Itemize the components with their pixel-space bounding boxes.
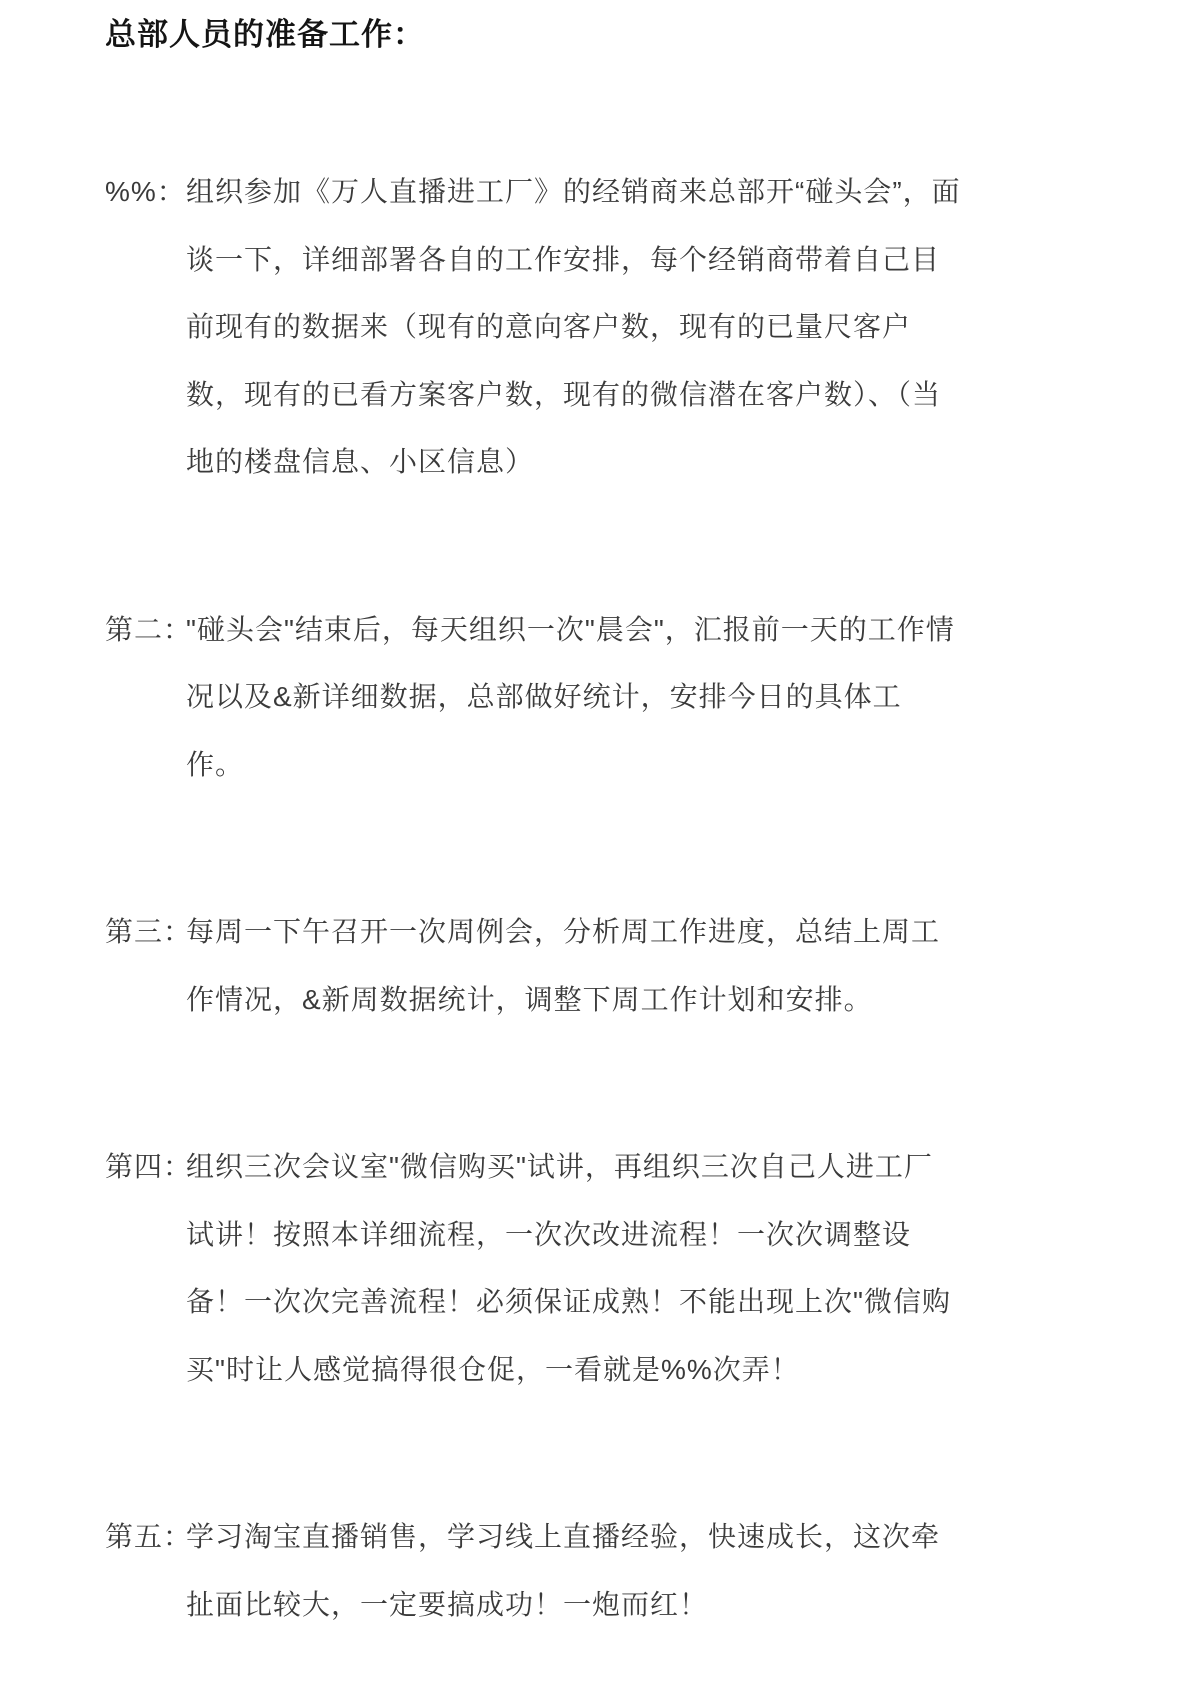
paragraph-4 [105, 1133, 1065, 1403]
paragraph-1-line-1: 组织参加《万人直播进工厂》的经销商来总部开“碰头会”，面 [186, 176, 961, 207]
paragraph-5 [105, 1503, 1065, 1638]
paragraph-5-label: 第五： [105, 1521, 193, 1552]
document-page [105, 12, 1065, 1638]
paragraph-1 [105, 158, 1065, 496]
paragraph-1-label: %%： [105, 176, 186, 207]
paragraph-3-line-1: 每周一下午召开一次周例会，分析周工作进度，总结上周工 [186, 916, 941, 947]
paragraph-3-label: 第三： [105, 916, 193, 947]
paragraph-2-line-3: 作。 [186, 748, 245, 780]
paragraph-1-line-5: 地的楼盘信息、小区信息） [186, 446, 535, 477]
paragraph-4-line-2: 试讲！按照本详细流程，一次次改进流程！一次次调整设 [186, 1218, 912, 1250]
paragraph-1-line-3: 前现有的数据来（现有的意向客户数，现有的已量尺客户 [186, 311, 912, 342]
page-title: 总部人员的准备工作： [105, 17, 425, 52]
paragraph-2-line-2: 况以及&新详细数据，总部做好统计，安排今日的具体工 [186, 681, 902, 712]
paragraph-4-line-4: 买"时让人感觉搞得很仓促，一看就是%%次弄！ [186, 1353, 800, 1385]
paragraph-2 [105, 596, 1065, 799]
paragraph-5-line-1: 学习淘宝直播销售，学习线上直播经验，快速成长，这次牵 [186, 1521, 941, 1552]
paragraph-3 [105, 898, 1065, 1033]
paragraph-2-label: 第二： [105, 613, 193, 645]
paragraph-2-line-1: "碰头会"结束后，每天组织一次"晨会"，汇报前一天的工作情 [186, 613, 955, 645]
paragraph-5-line-2: 扯面比较大，一定要搞成功！一炮而红！ [186, 1588, 709, 1620]
paragraph-4-label: 第四： [105, 1151, 193, 1182]
paragraph-1-line-4: 数，现有的已看方案客户数，现有的微信潜在客户数）、（当 [186, 378, 942, 410]
paragraph-4-line-1: 组织三次会议室"微信购买"试讲，再组织三次自己人进工厂 [186, 1151, 933, 1182]
paragraph-1-line-2: 谈一下，详细部署各自的工作安排，每个经销商带着自己目 [186, 243, 941, 275]
paragraph-3-line-2: 作情况，&新周数据统计，调整下周工作计划和安排。 [186, 983, 873, 1015]
paragraph-4-line-3: 备！一次次完善流程！必须保证成熟！不能出现上次"微信购 [186, 1286, 951, 1317]
